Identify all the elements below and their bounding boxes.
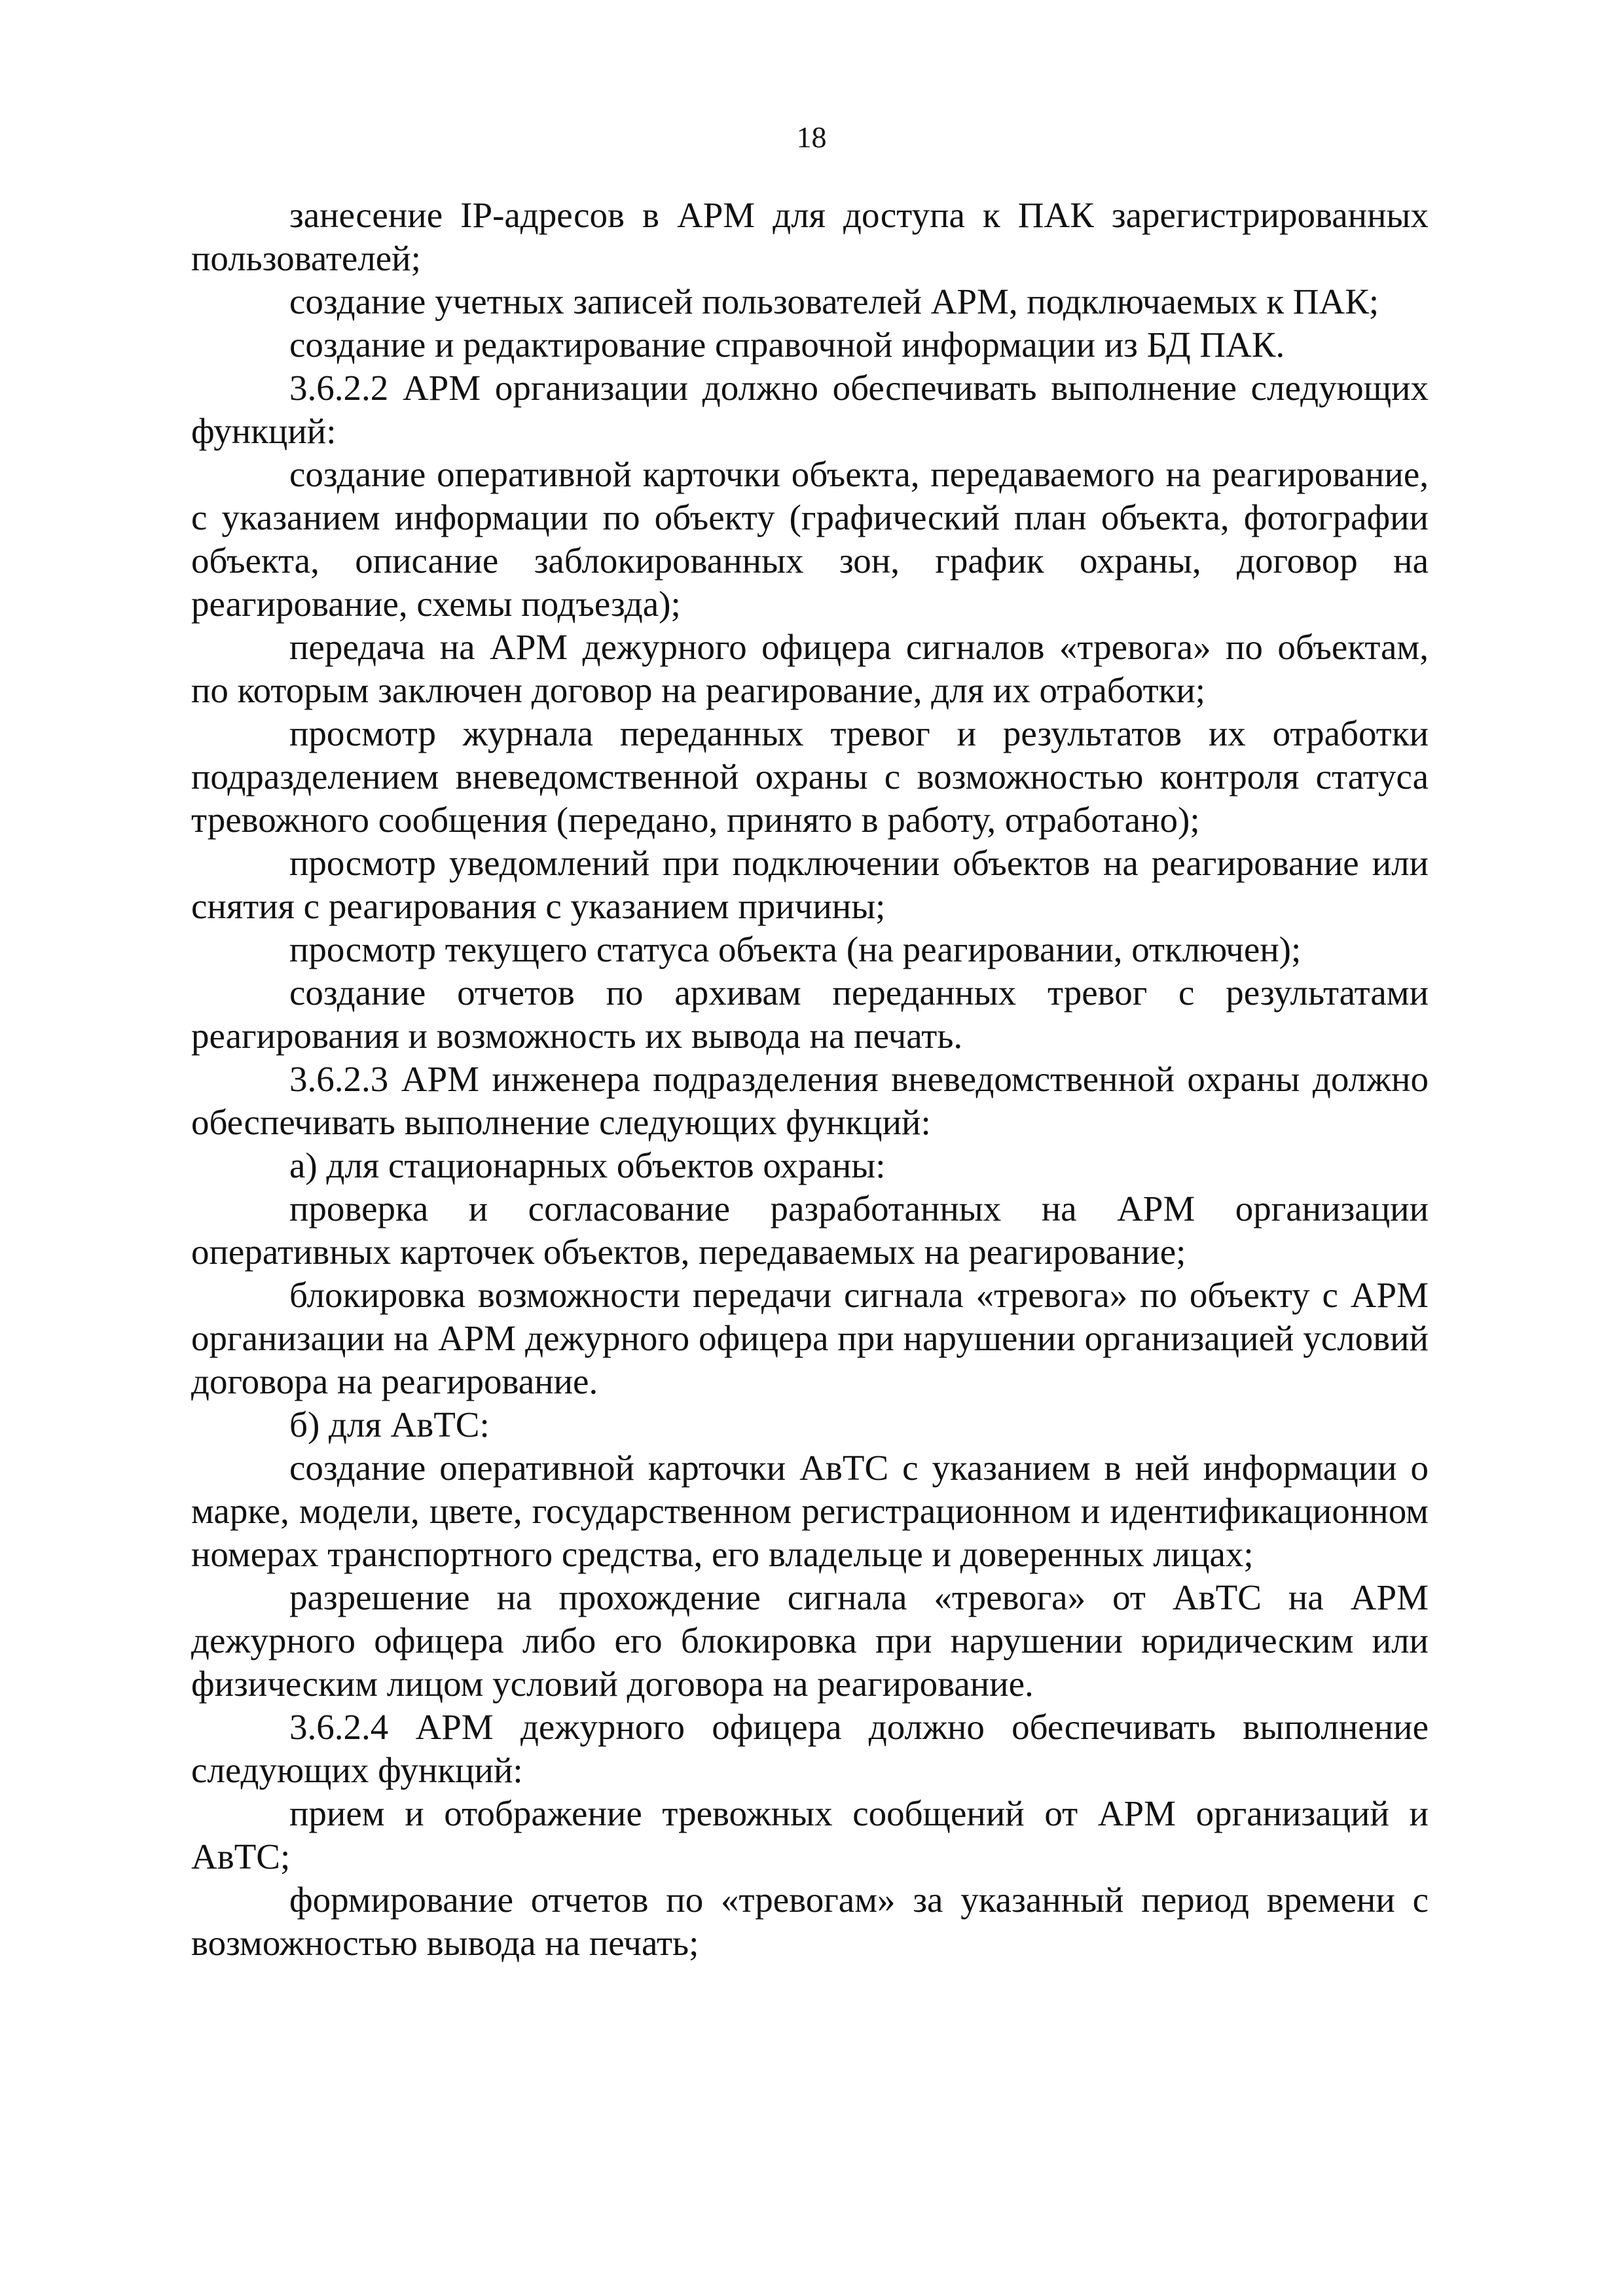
- section-heading-3-6-2-4: 3.6.2.4 АРМ дежурного офицера должно обеспечивать выполнение следующих функций:: [191, 1707, 1429, 1790]
- document-body: [191, 194, 1429, 1965]
- list-subheading-a: а) для стационарных объектов охраны:: [289, 1145, 886, 1185]
- paragraph: проверка и согласование разработанных на АРМ организации оперативных карточек объектов, передаваемых на реагирование;: [191, 1189, 1429, 1272]
- paragraph: создание отчетов по архивам переданных тревог с результатами реагирования и возможность их вывода на печать.: [191, 973, 1429, 1056]
- list-subheading-b: б) для АвТС:: [289, 1405, 490, 1444]
- paragraph: просмотр текущего статуса объекта (на реагировании, отключен);: [289, 929, 1302, 969]
- paragraph: занесение IP-адресов в АРМ для доступа к ПАК зарегистрированных пользователей;: [191, 195, 1429, 278]
- section-heading-3-6-2-2: 3.6.2.2 АРМ организации должно обеспечивать выполнение следующих функций:: [191, 368, 1429, 451]
- paragraph: создание учетных записей пользователей АРМ, подключаемых к ПАК;: [289, 281, 1379, 321]
- paragraph: формирование отчетов по «тревогам» за указанный период времени с возможностью вывода на печать;: [191, 1880, 1429, 1963]
- paragraph: блокировка возможности передачи сигнала «тревога» по объекту с АРМ организации на АРМ дежурного офицера при нарушении организацией условий договора на реагирование.: [191, 1275, 1429, 1401]
- paragraph: просмотр журнала переданных тревог и результатов их отработки подразделением вневедомственной охраны с возможностью контроля статуса тревожного сообщения (передано, принято в работу, отработано);: [191, 713, 1429, 840]
- section-heading-3-6-2-3: 3.6.2.3 АРМ инженера подразделения вневедомственной охраны должно обеспечивать выполнение следующих функций:: [191, 1059, 1429, 1142]
- paragraph: разрешение на прохождение сигнала «тревога» от АвТС на АРМ дежурного офицера либо его блокировка при нарушении юридическим или физическим лицом условий договора на реагирование.: [191, 1577, 1429, 1704]
- paragraph: передача на АРМ дежурного офицера сигналов «тревога» по объектам, по которым заключен договор на реагирование, для их отработки;: [191, 627, 1429, 710]
- page-number: 18: [796, 120, 827, 154]
- paragraph: создание оперативной карточки АвТС с указанием в ней информации о марке, модели, цвете, государственном регистрационном и идентификационном номерах транспортного средства, его владельце и доверенных лицах;: [191, 1448, 1429, 1574]
- paragraph: создание оперативной карточки объекта, передаваемого на реагирование, с указанием информации по объекту (графический план объекта, фотографии объекта, описание заблокированных зон, график охраны, договор на реагирование, схемы подъезда);: [191, 454, 1429, 624]
- paragraph: прием и отображение тревожных сообщений от АРМ организаций и АвТС;: [191, 1793, 1429, 1876]
- paragraph: просмотр уведомлений при подключении объектов на реагирование или снятия с реагирования с указанием причины;: [191, 843, 1429, 926]
- paragraph: создание и редактирование справочной информации из БД ПАК.: [289, 325, 1285, 365]
